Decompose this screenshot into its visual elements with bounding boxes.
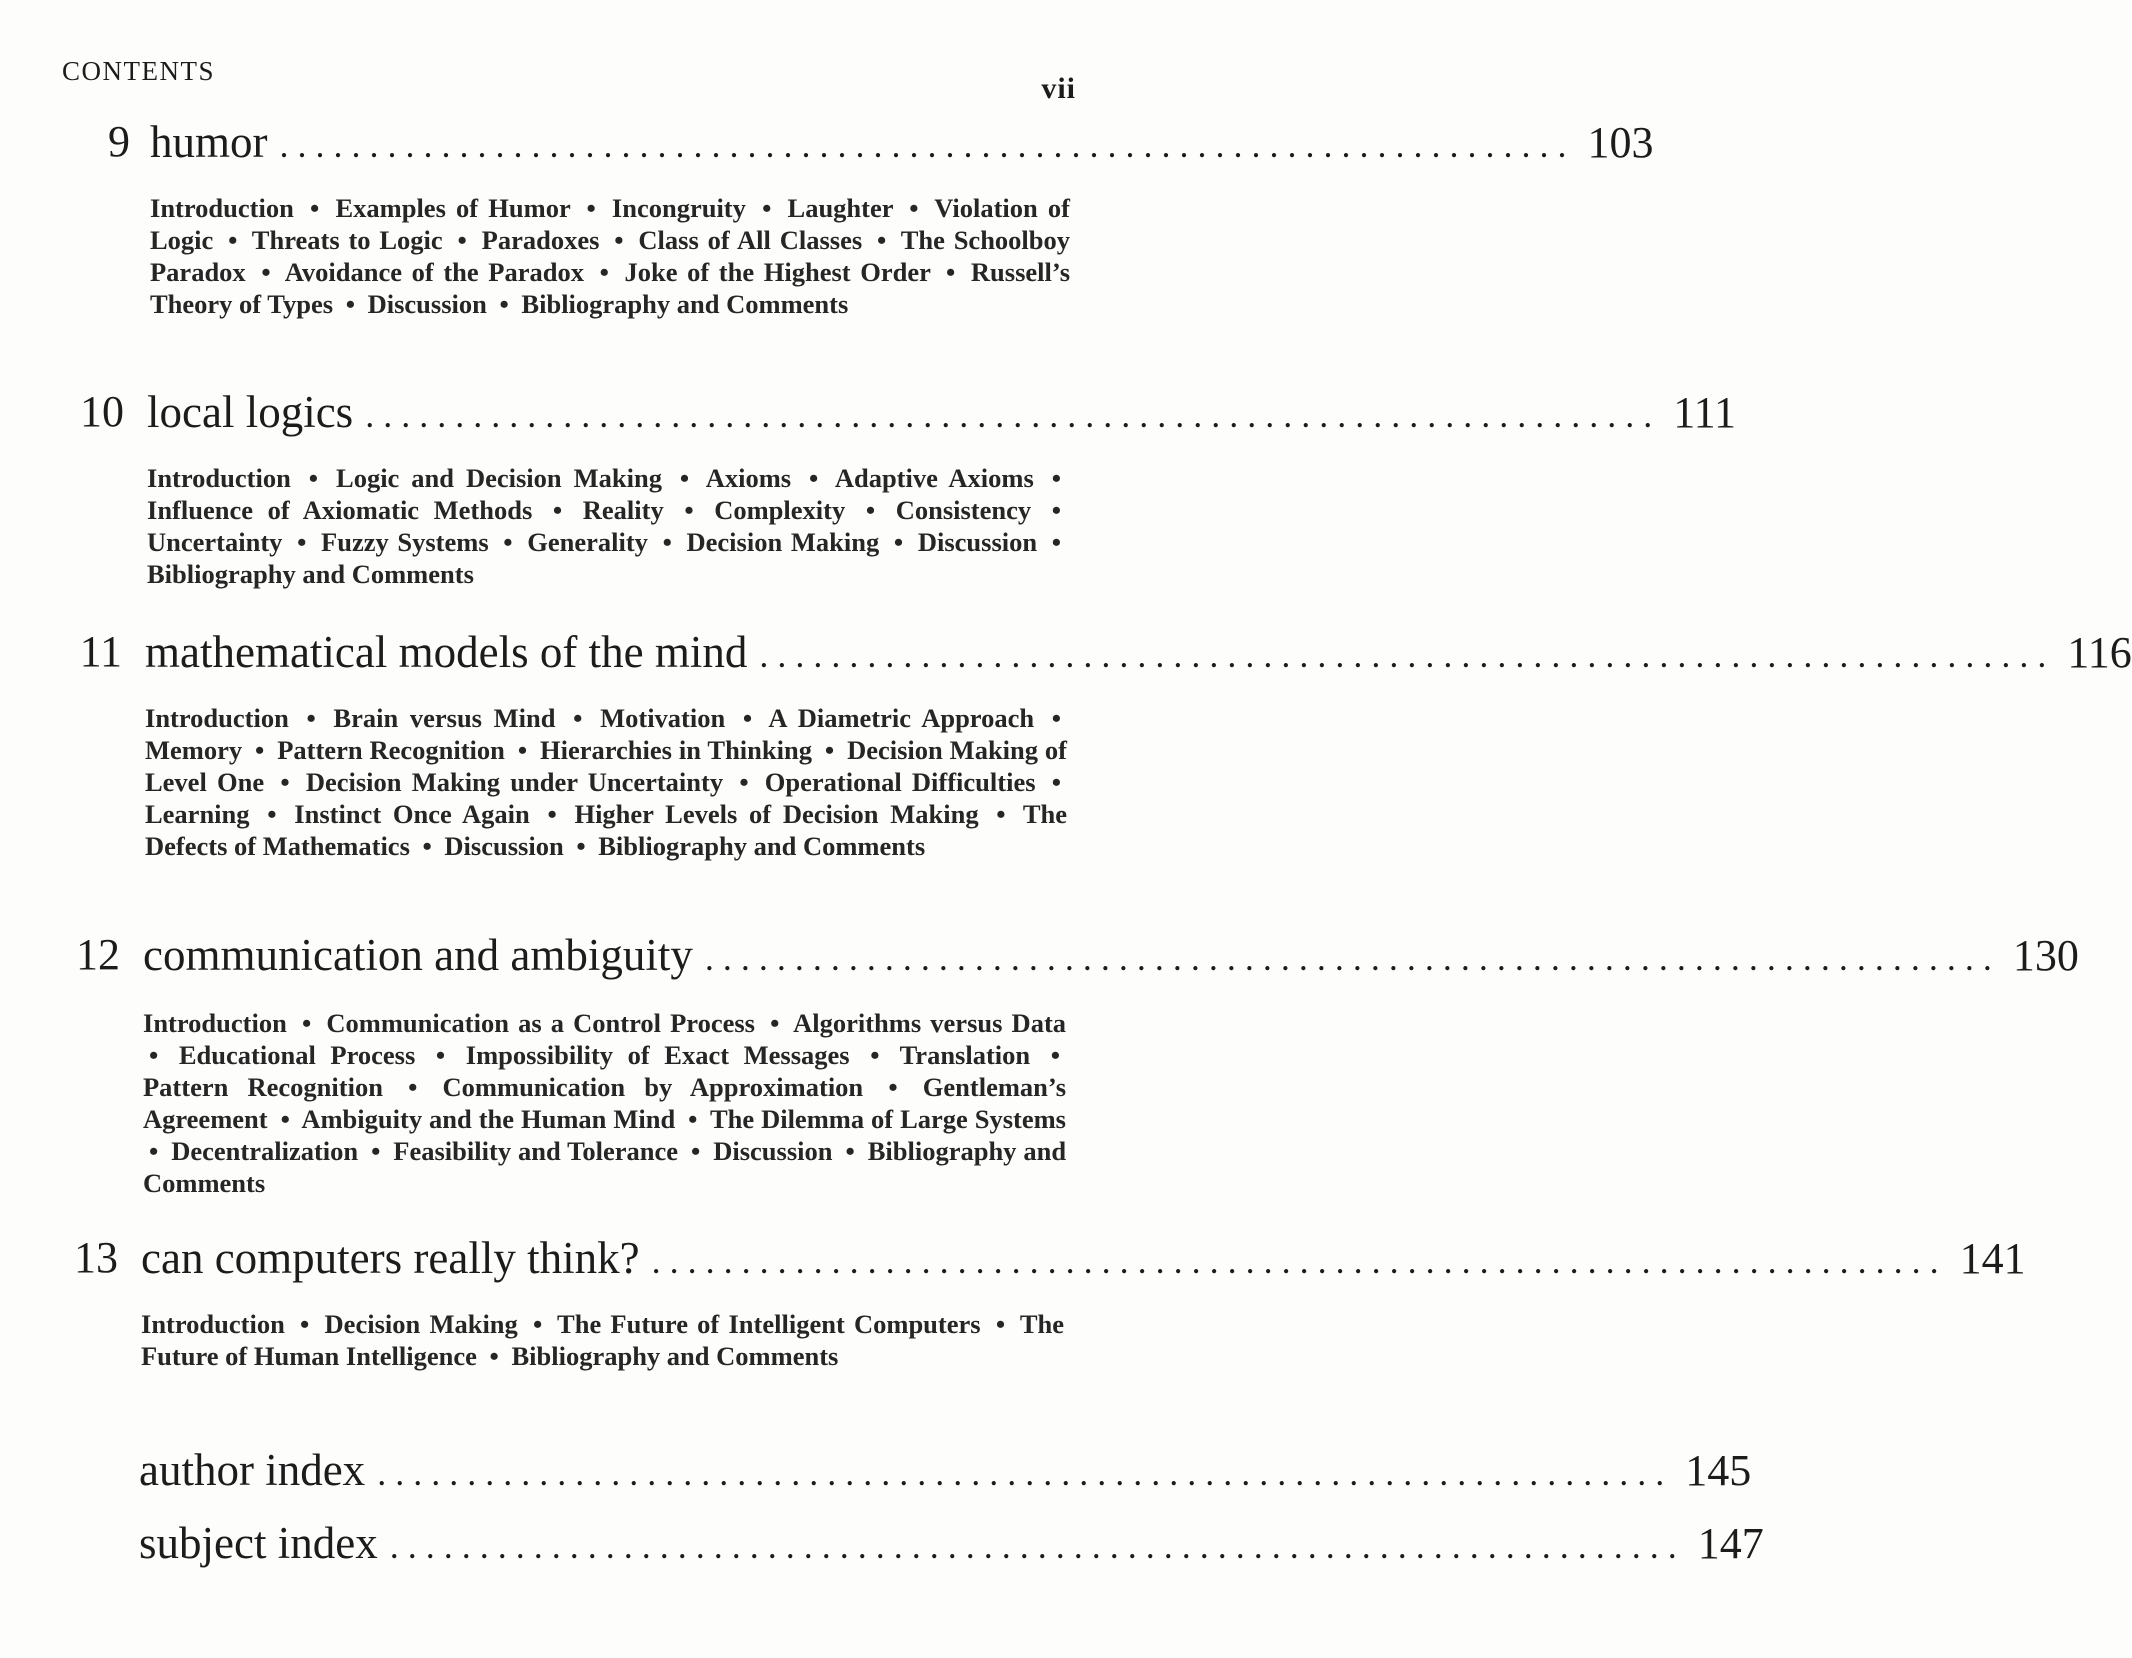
section-title[interactable]: Bibliography and Comments [143,1136,1067,1198]
bullet-separator: • [255,735,265,765]
section-title[interactable]: Uncertainty [147,527,283,557]
bullet-separator: • [457,225,467,255]
section-title[interactable]: Pattern Recognition [143,1072,383,1102]
bullet-separator: • [301,1008,312,1038]
section-title[interactable]: Complexity [714,495,846,525]
bullet-separator: • [408,1072,418,1102]
leader-dots: ........................................................................ [759,635,2056,675]
bullet-separator: • [345,289,355,319]
chapter-number: 10 [80,387,124,436]
bullet-separator: • [1051,463,1061,493]
toc-chapter [0,382,1736,589]
leader-dots: ........................................................................ [704,938,2001,978]
running-head: CONTENTS [62,56,215,86]
section-title[interactable]: Paradoxes [481,225,600,255]
toc-index-entry [0,1440,1752,1500]
bullet-separator: • [691,1136,701,1166]
bullet-separator: • [280,767,290,797]
index-title[interactable]: author index [139,1445,366,1495]
section-title[interactable]: Adaptive Axioms [834,463,1034,493]
section-title[interactable]: Generality [527,527,648,557]
bullet-separator: • [739,767,749,797]
section-title[interactable]: Avoidance of the Paradox [284,257,584,287]
section-title[interactable]: Brain versus Mind [333,703,556,733]
section-title[interactable]: Bibliography and Comments [521,289,849,319]
bullet-separator: • [297,527,307,557]
bullet-separator: • [547,799,557,829]
section-title[interactable]: Translation [899,1040,1031,1070]
bullet-separator: • [946,257,956,287]
chapter-number: 13 [74,1233,118,1282]
section-title[interactable]: Discussion [444,831,564,861]
section-title[interactable]: Decision Making [324,1309,518,1339]
bullet-separator: • [742,703,753,733]
section-title[interactable]: Logic and Decision Making [336,463,662,493]
bullet-separator: • [809,463,819,493]
bullet-separator: • [870,1040,880,1070]
section-title[interactable]: Incongruity [611,193,746,223]
chapter-title[interactable]: mathematical models of the mind [145,627,748,677]
bullet-separator: • [576,831,586,861]
section-title[interactable]: Gentleman’s Agreement [143,1072,1067,1134]
section-title[interactable]: Discussion [917,527,1038,557]
section-title[interactable]: Impossibility of Exact Messages [465,1040,850,1070]
section-title[interactable]: Pattern Recognition [277,735,505,765]
section-title[interactable]: Algorithms versus Data [793,1008,1067,1038]
section-title[interactable]: Influence of Axiomatic Methods [147,495,533,525]
bullet-separator: • [261,257,271,287]
section-title[interactable]: Introduction [150,193,294,223]
section-title[interactable]: Fuzzy Systems [321,527,489,557]
chapter-number: 11 [79,627,122,676]
bullet-separator: • [679,463,690,493]
chapter-page: 103 [1587,118,1654,167]
bullet-separator: • [280,1104,290,1134]
section-title[interactable]: Communication by Approximation [442,1072,864,1102]
section-title[interactable]: The Defects of Mathematics [145,799,1068,861]
bullet-separator: • [149,1136,159,1166]
bullet-separator: • [688,1104,698,1134]
section-title[interactable]: Russell’s Theory of Types [150,257,1071,319]
index-page: 147 [1697,1519,1764,1568]
section-title[interactable]: Decision Making [686,527,880,557]
leader-dots: ........................................................................ [365,395,1662,435]
bullet-separator: • [489,1341,499,1371]
bullet-separator: • [1051,495,1062,525]
section-title[interactable]: Joke of the Highest Order [624,257,931,287]
section-title[interactable]: The Future of Intelligent Computers [557,1309,981,1339]
section-title[interactable]: Introduction [143,1008,287,1038]
section-title[interactable]: Bibliography and Comments [511,1341,839,1371]
toc-chapter [0,112,1654,319]
chapter-title[interactable]: humor [150,117,268,167]
section-title[interactable]: The Dilemma of Large Systems [709,1104,1066,1134]
bullet-separator: • [1051,767,1062,797]
leader-dots: ........................................................................ [377,1453,1674,1493]
bullet-separator: • [308,463,319,493]
section-title[interactable]: Laughter [787,193,894,223]
chapter-page: 141 [1959,1234,2026,1283]
section-title[interactable]: Introduction [147,463,291,493]
toc-index-entry [0,1513,1764,1573]
bullet-separator: • [762,193,772,223]
bullet-separator: • [300,1309,310,1339]
bullet-separator: • [517,735,528,765]
chapter-page: 111 [1673,388,1736,437]
section-title[interactable]: Hierarchies in Thinking [540,735,812,765]
leader-dots: ........................................................................ [389,1526,1686,1566]
section-list [141,1308,1064,1372]
section-title[interactable]: Memory [145,735,243,765]
leader-dots: ........................................................................ [651,1241,1948,1281]
bullet-separator: • [893,527,904,557]
bullet-separator: • [586,193,596,223]
section-title[interactable]: Bibliography and Comments [147,559,474,589]
section-title[interactable]: Higher Levels of Decision Making [574,799,979,829]
bullet-separator: • [310,193,320,223]
bullet-separator: • [614,225,624,255]
section-title[interactable]: Discussion [367,289,487,319]
section-title[interactable]: Ambiguity and the Human Mind [301,1104,676,1134]
section-title[interactable]: Motivation [600,703,726,733]
bullet-separator: • [573,703,583,733]
bullet-separator: • [552,495,563,525]
bullet-separator: • [599,257,609,287]
bullet-separator: • [435,1040,446,1070]
bullet-separator: • [877,225,887,255]
section-title[interactable]: Decentralization [171,1136,359,1166]
chapter-number: 12 [76,930,120,979]
bullet-separator: • [149,1040,159,1070]
bullet-separator: • [1051,527,1062,557]
section-list [150,192,1070,320]
bullet-separator: • [770,1008,780,1038]
section-title[interactable]: Operational Difficulties [764,767,1036,797]
section-title[interactable]: Decision Making of Level One [145,735,1068,797]
section-list [147,462,1067,590]
chapter-page: 116 [2067,628,2132,677]
section-title[interactable]: Learning [145,799,250,829]
bullet-separator: • [499,289,509,319]
chapter-title[interactable]: local logics [147,387,354,437]
section-title[interactable]: Threats to Logic [251,225,443,255]
bullet-separator: • [845,1136,855,1166]
chapter-page: 130 [2012,931,2079,980]
chapter-title[interactable]: communication and ambiguity [143,930,693,980]
bullet-separator: • [371,1136,381,1166]
section-title[interactable]: Violation of Logic [150,193,1071,255]
chapter-number: 9 [108,117,130,166]
bullet-separator: • [888,1072,898,1102]
page-number: vii [1041,72,1076,105]
section-title[interactable]: Instinct Once Again [294,799,530,829]
bullet-separator: • [909,193,919,223]
bullet-separator: • [306,703,316,733]
bullet-separator: • [1051,703,1062,733]
bullet-separator: • [865,495,876,525]
section-title[interactable]: Bibliography and Comments [598,831,926,861]
bullet-separator: • [824,735,835,765]
section-title[interactable]: Educational Process [178,1040,416,1070]
section-title[interactable]: Feasibility and Tolerance [393,1136,679,1166]
bullet-separator: • [995,1309,1006,1339]
section-title[interactable]: The Future of Human Intelligence [141,1309,1065,1371]
bullet-separator: • [533,1309,543,1339]
toc-chapter [0,622,2132,861]
chapter-title[interactable]: can computers really think? [141,1233,640,1283]
bullet-separator: • [662,527,672,557]
leader-dots: ........................................................................ [279,125,1576,165]
section-list [143,1007,1066,1199]
section-title[interactable]: Class of All Classes [638,225,863,255]
section-title[interactable]: Reality [582,495,664,525]
section-title[interactable]: Consistency [895,495,1032,525]
section-title[interactable]: Examples of Humor [335,193,571,223]
bullet-separator: • [503,527,513,557]
bullet-separator: • [422,831,432,861]
section-title[interactable]: Introduction [145,703,289,733]
section-title[interactable]: Discussion [713,1136,833,1166]
section-title[interactable]: Axioms [705,463,792,493]
section-list [145,702,1067,862]
bullet-separator: • [228,225,238,255]
index-title[interactable]: subject index [139,1518,378,1568]
bullet-separator: • [684,495,694,525]
bullet-separator: • [1050,1040,1061,1070]
section-title[interactable]: The Schoolboy Paradox [150,225,1071,287]
toc-chapter [0,925,2079,1198]
section-title[interactable]: Communication as a Control Process [326,1008,755,1038]
toc-chapter [0,1228,2026,1371]
index-page: 145 [1685,1446,1752,1495]
bullet-separator: • [267,799,277,829]
section-title[interactable]: Introduction [141,1309,285,1339]
section-title[interactable]: A Diametric Approach [768,703,1035,733]
section-title[interactable]: Decision Making under Uncertainty [305,767,724,797]
bullet-separator: • [996,799,1006,829]
